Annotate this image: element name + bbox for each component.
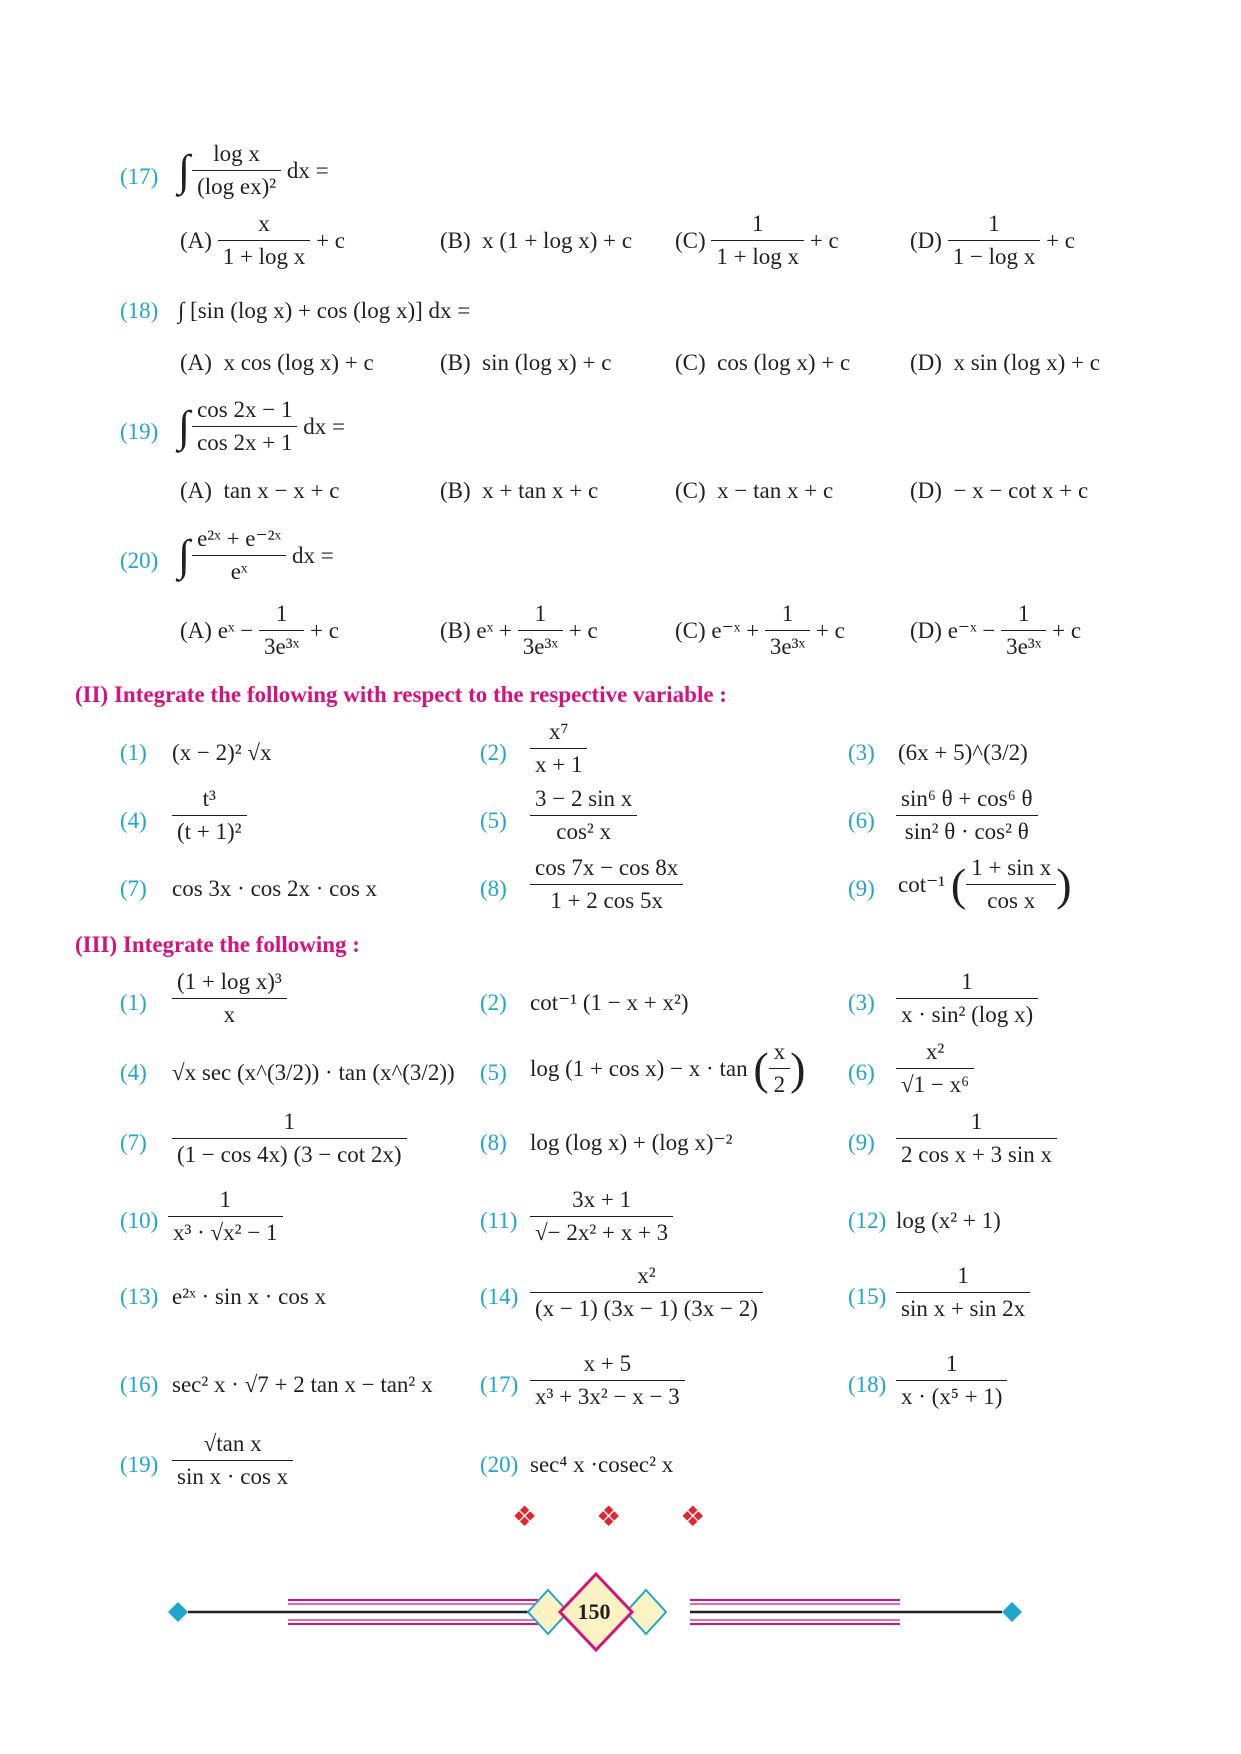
ii-7-expression: cos 3x · cos 2x · cos x (172, 876, 378, 901)
q18-option-c: (C) cos (log x) + c (675, 350, 851, 375)
integral-sign: ∫ (178, 401, 191, 451)
iii-12-expression: log (x² + 1) (896, 1208, 1001, 1233)
iii-14-number: (14) (480, 1284, 519, 1309)
iii-1-expression: $\frac{\text{(1 + log x)³}}{x}$ (172, 966, 287, 1031)
q18-option-d: (D) x sin (log x) + c (910, 350, 1100, 375)
iii-11-expression: $\frac{3x + 1}{\text{√− 2x² + x + 3}}$ (530, 1184, 673, 1249)
ii-1-number: (1) (120, 740, 147, 765)
q17-fraction: $\frac{\text{log x}}{\text{(log ex)²}}$ (192, 138, 281, 203)
iii-11-number: (11) (480, 1208, 518, 1233)
q19-option-a: (A) tan x − x + c (180, 478, 340, 503)
iii-4-number: (4) (120, 1060, 147, 1085)
q20-option-d: (D) e⁻ˣ − $\frac{1}{\text{3e³ˣ}}$ + c (910, 598, 1081, 663)
q19-option-c: (C) x − tan x + c (675, 478, 834, 503)
ii-8-number: (8) (480, 876, 507, 901)
ii-6-number: (6) (848, 808, 875, 833)
iii-7-expression: $\frac{1}{(1 - \cos 4x) (3 - \cot 2x)}$ (172, 1106, 407, 1171)
iii-6-expression: $\frac{\text{x²}}{\text{√1 − x⁶}}$ (896, 1036, 974, 1101)
iii-10-expression: $\frac{1}{\text{x³ · √x² − 1}}$ (168, 1184, 283, 1249)
iii-19-number: (19) (120, 1452, 159, 1477)
q17-option-c: (C) $\frac{1}{\text{1 + log x}}$ + c (675, 208, 839, 273)
q19-option-b: (B) x + tan x + c (440, 478, 599, 503)
ii-2-expression: $\frac{\text{x⁷}}{x + 1}$ (530, 716, 587, 781)
ii-8-expression: $\frac{\cos 7x - \cos 8x}{1 + 2 \cos 5x}$ (530, 852, 683, 917)
iii-3-expression: $\frac{1}{\text{x · sin² (log x)}}$ (896, 966, 1038, 1031)
iii-14-expression: $\frac{\text{x²}}{(x - 1) (3x - 1) (3x - 2)}$ (530, 1260, 763, 1325)
ii-9-expression: cot⁻¹ ( $\frac{\text{1 + sin x}}{\text{cos x}}$ ) (898, 852, 1072, 917)
iii-1-number: (1) (120, 990, 147, 1015)
ii-6-expression: $\frac{\text{sin⁶ θ + cos⁶ θ}}{\text{sin² θ · cos² θ}}$ (896, 783, 1038, 848)
iii-15-number: (15) (848, 1284, 887, 1309)
q17-option-a: (A) $\frac{x}{\text{1 + log x}}$ + c (180, 208, 345, 273)
ii-3-expression: (6x + 5)^(3/2) (898, 740, 1028, 765)
ii-2-number: (2) (480, 740, 507, 765)
ii-7-number: (7) (120, 876, 147, 901)
q17-number: (17) (120, 164, 159, 189)
iii-20-expression: sec⁴ x ·cosec² x (530, 1452, 674, 1477)
iii-4-expression: √x sec (x^(3/2)) · tan (x^(3/2)) (172, 1060, 455, 1085)
q20-option-c: (C) e⁻ˣ + $\frac{1}{\text{3e³ˣ}}$ + c (675, 598, 845, 663)
iii-5-expression: log (1 + cos x) − x · tan ( $\frac{x}{2}$ ) (530, 1036, 805, 1101)
q20-expression: ∫ $\frac{\text{e²ˣ + e⁻²ˣ}}{\text{eˣ}}$ dx = (178, 523, 334, 588)
left-end-diamond (168, 1602, 188, 1622)
ii-5-number: (5) (480, 808, 507, 833)
q19-option-d: (D) − x − cot x + c (910, 478, 1089, 503)
integral-sign: ∫ (178, 145, 191, 195)
section-iii-heading: (III) Integrate the following : (75, 932, 360, 957)
iii-13-expression: e²ˣ · sin x · cos x (172, 1284, 327, 1309)
ii-9-number: (9) (848, 876, 875, 901)
ii-3-number: (3) (848, 740, 875, 765)
iii-18-number: (18) (848, 1372, 887, 1397)
q18-option-b: (B) sin (log x) + c (440, 350, 612, 375)
q17-option-d: (D) $\frac{1}{\text{1 − log x}}$ + c (910, 208, 1075, 273)
iii-6-number: (6) (848, 1060, 875, 1085)
iii-8-expression: log (log x) + (log x)⁻² (530, 1130, 733, 1155)
section-ii-heading: (II) Integrate the following with respect to the respective variable : (75, 682, 727, 707)
ii-4-number: (4) (120, 808, 147, 833)
iii-3-number: (3) (848, 990, 875, 1015)
iii-9-number: (9) (848, 1130, 875, 1155)
iii-12-number: (12) (848, 1208, 887, 1233)
iii-20-number: (20) (480, 1452, 519, 1477)
ii-4-expression: $\frac{\text{t³}}{\text{(t + 1)²}}$ (172, 783, 247, 848)
q18-option-a: (A) x cos (log x) + c (180, 350, 374, 375)
integral-sign: ∫ (178, 530, 191, 580)
iii-17-expression: $\frac{x + 5}{\text{x³ + 3x² − x − 3}}$ (530, 1348, 685, 1413)
iii-9-expression: $\frac{1}{\text{2 cos x + 3 sin x}}$ (896, 1106, 1057, 1171)
iii-2-number: (2) (480, 990, 507, 1015)
right-end-diamond (1002, 1602, 1022, 1622)
ii-1-expression: (x − 2)² √x (172, 740, 272, 765)
iii-7-number: (7) (120, 1130, 147, 1155)
ii-5-expression: $\frac{\text{3 − 2 sin x}}{\text{cos² x}}$ (530, 783, 637, 848)
iii-16-expression: sec² x · √7 + 2 tan x − tan² x (172, 1372, 433, 1397)
q20-number: (20) (120, 548, 159, 573)
q20-option-b: (B) eˣ + $\frac{1}{\text{3e³ˣ}}$ + c (440, 598, 598, 663)
iii-10-number: (10) (120, 1208, 159, 1233)
page-number: 150 (577, 1599, 611, 1624)
iii-8-number: (8) (480, 1130, 507, 1155)
q18-number: (18) (120, 298, 159, 323)
page-footer-rule (0, 1560, 1241, 1670)
iii-5-number: (5) (480, 1060, 507, 1085)
q19-expression: ∫ $\frac{\cos 2x - 1}{\cos 2x + 1}$ dx = (178, 394, 345, 459)
iii-18-expression: $\frac{1}{\text{x · (x⁵ + 1)}}$ (896, 1348, 1007, 1413)
q19-number: (19) (120, 419, 159, 444)
q18-expression: ∫ [sin (log x) + cos (log x)] dx = (178, 298, 471, 323)
iii-19-expression: $\frac{\text{√tan x}}{\text{sin x · cos x}}$ (172, 1428, 293, 1493)
iii-15-expression: $\frac{1}{\text{sin x + sin 2x}}$ (896, 1260, 1030, 1325)
iii-16-number: (16) (120, 1372, 159, 1397)
q17-expression: ∫ $\frac{\text{log x}}{\text{(log ex)²}}$ dx = (178, 138, 329, 203)
q17-option-b: (B) x (1 + log x) + c (440, 228, 633, 253)
q20-option-a: (A) eˣ − $\frac{1}{\text{3e³ˣ}}$ + c (180, 598, 339, 663)
ornament-divider: ❖ ❖ ❖ (512, 1502, 732, 1533)
iii-13-number: (13) (120, 1284, 159, 1309)
iii-2-expression: cot⁻¹ (1 − x + x²) (530, 990, 689, 1015)
iii-17-number: (17) (480, 1372, 519, 1397)
